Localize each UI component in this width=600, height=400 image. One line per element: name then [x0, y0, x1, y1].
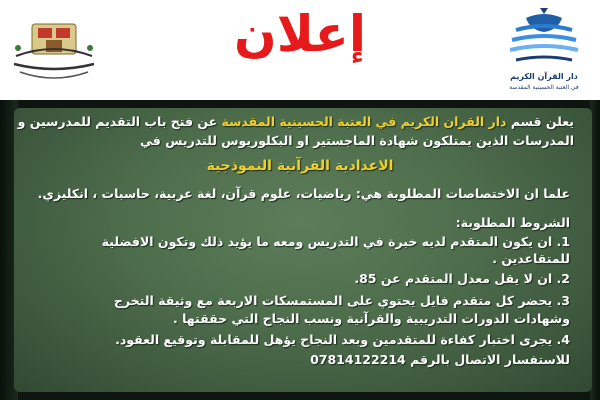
logo-subcaption: في العتبة الحسينية المقدسة — [509, 84, 579, 91]
condition-item: 2. ان لا يقل معدل المتقدم عن 85. — [354, 271, 570, 286]
conditions-title: الشروط المطلوبة: — [455, 215, 570, 230]
intro-line — [16, 114, 574, 129]
logo-caption: دار القرآن الكريم — [510, 72, 578, 81]
condition-item: للمتقاعدين . — [492, 251, 570, 266]
quran-house-logo — [496, 8, 592, 94]
intro-post: عن فتح باب التقديم للمدرسين و — [17, 114, 218, 129]
contact-line: للاستفسار الاتصال بالرقم 07814122214 — [310, 352, 570, 367]
condition-item: 1. ان يكون المتقدم لديه خبرة في التدريس ومعه ما يؤيد ذلك وتكون الافضلية — [101, 234, 570, 249]
condition-item: 3. يحضر كل متقدم فايل يحتوي على المستمسكات الاربعة مع وثيقة التخرج — [113, 293, 570, 308]
condition-item: وشهادات الدورات التدريبية والقرآنية ونسب النجاح التي حققتها . — [173, 311, 570, 326]
intro-line-2: المدرسات الذين يمتلكون شهادة الماجستير او البكلوريوس للتدريس في — [140, 133, 574, 148]
condition-item: 4. يجرى اختبار كفاءة للمتقدمين وبعد النجاح يؤهل للمقابلة وتوقيع العقود. — [115, 332, 570, 347]
intro-highlight: دار القران الكريم في العتبة الحسينية المقدسة — [221, 114, 507, 129]
intro-pre: يعلن قسم — [510, 114, 574, 129]
page-title: إعلان — [234, 5, 366, 63]
school-name: الاعدادية القرآنية النموذجية — [206, 158, 394, 174]
header — [0, 0, 600, 100]
specialties-line: علما ان الاختصاصات المطلوبة هي: رياضيات، علوم قرآن، لغة عربية، حاسبات ، انكليزي. — [37, 186, 570, 201]
board-surface — [14, 108, 592, 392]
